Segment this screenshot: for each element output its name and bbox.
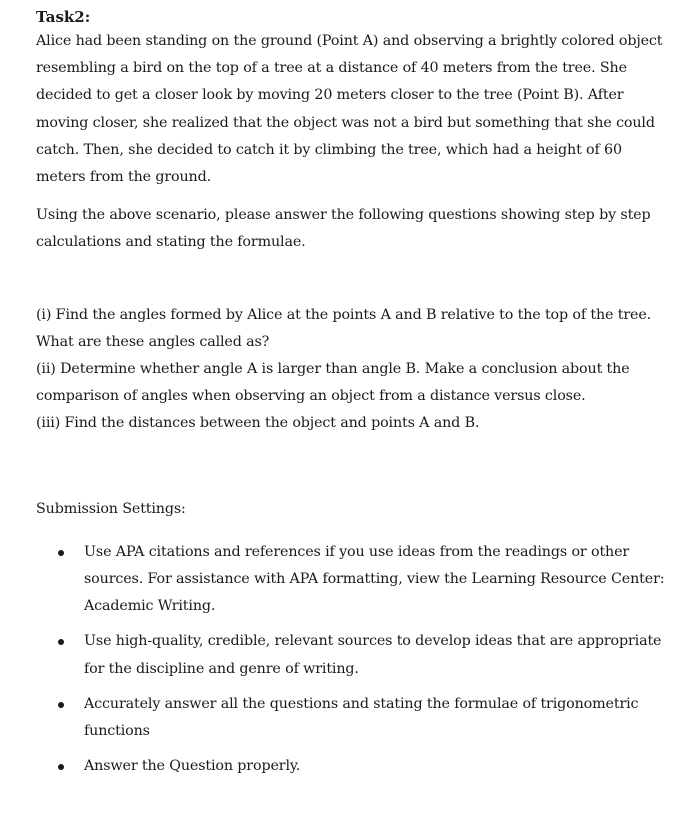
scenario-paragraph: Alice had been standing on the ground (Point A) and observing a brightly colored object resembling a bird on the top of a tree at a distance of 40 meters from the tree. She decided to get a closer look by moving 20 meters closer to the tree (Point B). After moving closer, she realized that the object was not a bird but something that she could catch. Then, she decided to catch it by climbing the tree, which had a height of 60 meters from the ground. (36, 33, 663, 186)
question-2: (ii) Determine whether angle A is larger than angle B. Make a conclusion about the comparison of angles when observing an object from a distance versus close. (36, 361, 630, 405)
bullet-item (36, 539, 666, 621)
bullet-item (36, 628, 666, 682)
question-1: (i) Find the angles formed by Alice at the points A and B relative to the top of the tree. What are these angles called as? (36, 306, 652, 350)
bullet-icon (58, 639, 64, 645)
submission-settings-label: Submission Settings: (36, 500, 186, 517)
bullet-text: Use high-quality, credible, relevant sources to develop ideas that are appropriate for the discipline and genre of writing. (84, 633, 662, 677)
bullet-icon (58, 764, 64, 770)
question-3: (iii) Find the distances between the object and points A and B. (36, 415, 480, 432)
bullet-text: Accurately answer all the questions and stating the formulae of trigonometric functions (84, 695, 639, 740)
bullet-item (36, 753, 666, 780)
bullet-text: Use APA citations and references if you use ideas from the readings or other sources. For assistance with APA formatting, view the Learning Resource Center: Academic Writing. (84, 543, 665, 615)
bullet-icon (58, 550, 64, 556)
bullet-item (36, 691, 666, 745)
task-title: Task2: (36, 8, 91, 26)
bullet-text: Answer the Question properly. (84, 758, 301, 775)
bullet-icon (58, 702, 64, 708)
questions-block (36, 302, 666, 438)
document-page (36, 6, 666, 788)
submission-bullet-list (36, 539, 666, 781)
instruction-paragraph: Using the above scenario, please answer the following questions showing step by step calculations and stating the formulae. (36, 207, 651, 251)
